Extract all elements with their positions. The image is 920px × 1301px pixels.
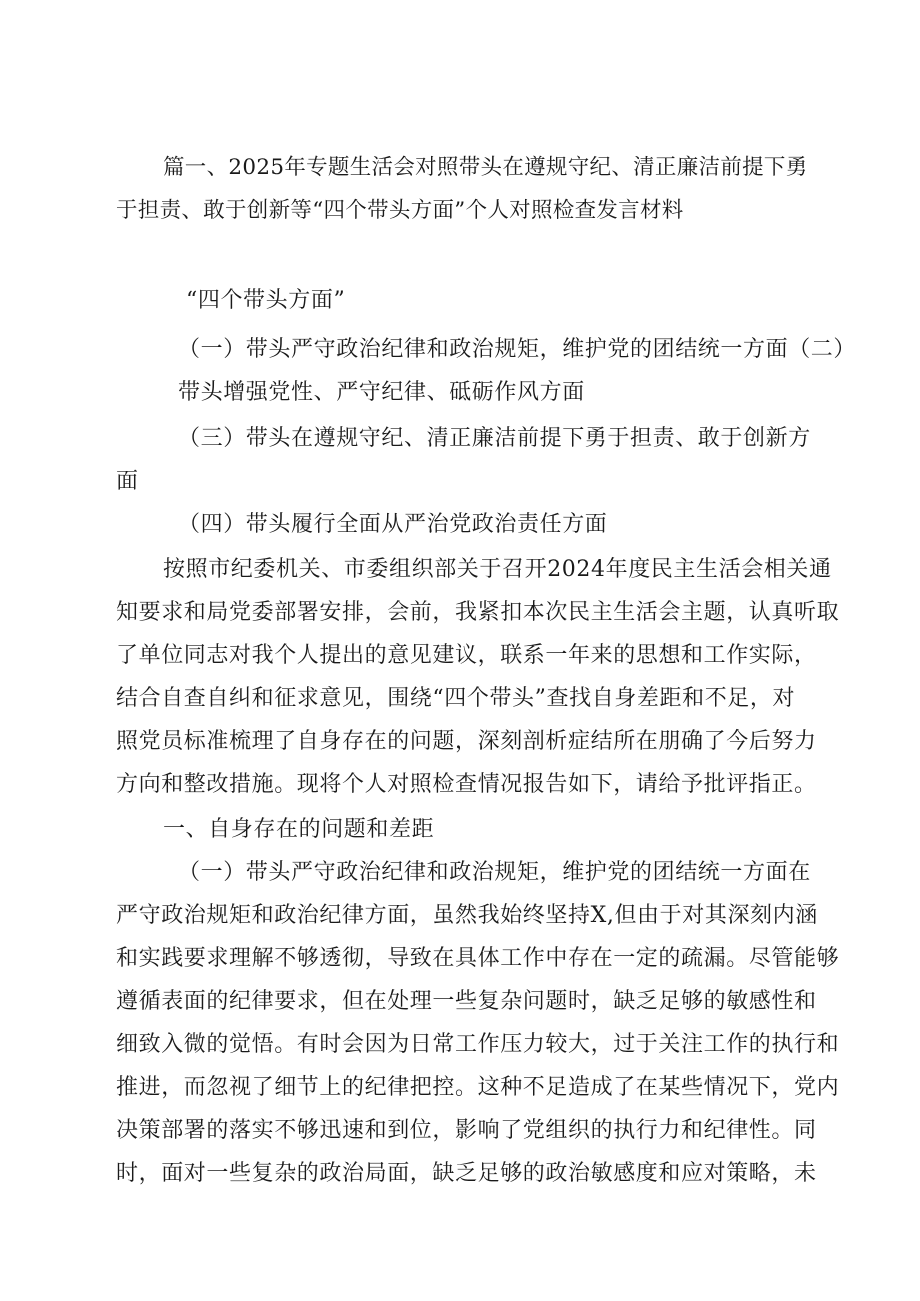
intro-line: 按照市纪委机关、市委组织部关于召开2024年度民主生活会相关通 [163,557,832,582]
intro-line: 知要求和局党委部署安排，会前，我紧扣本次民主生活会主题，认真听取 [116,600,840,625]
outline-item-1-line-1: （一）带头严守政治纪律和政治规矩，维护党的团结统一方面（二） [178,337,857,362]
section-1-line: 推进，而忽视了细节上的纪律把控。这种不足造成了在某些情况下，党内 [116,1075,840,1100]
outline-heading: “四个带头方面” [186,288,346,313]
outline-item-3-line-1: （三）带头在遵规守纪、清正廉洁前提下勇于担责、敢于创新方 [178,426,811,451]
section-1-line: 遵循表面的纪律要求，但在处理一些复杂问题时，缺乏足够的敏感性和 [116,989,817,1014]
section-1-line: 和实践要求理解不够透彻，导致在具体工作中存在一定的疏漏。尽管能够 [116,946,840,971]
intro-line: 了单位同志对我个人提出的意见建议，联系一年来的思想和工作实际， [116,643,817,668]
intro-line: 照党员标准梳理了自身存在的问题，深刻剖析症结所在朋确了今后努力 [116,729,817,754]
intro-line: 结合自查自纠和征求意见，围绕“四个带头”查找自身差距和不足，对 [116,686,796,711]
section-1-line: 细致入微的觉悟。有时会因为日常工作压力较大，过于关注工作的执行和 [116,1032,840,1057]
section-1-heading: 一、自身存在的问题和差距 [163,817,435,842]
section-1-line: 时，面对一些复杂的政治局面，缺乏足够的政治敏感度和应对策略，未 [116,1161,817,1186]
outline-item-1-line-2: 带头增强党性、严守纪律、砥砺作风方面 [178,380,585,405]
outline-item-4: （四）带头履行全面从严治党政治责任方面 [178,512,608,537]
intro-line: 方向和整改措施。现将个人对照检查情况报告如下，请给予批评指正。 [116,772,817,797]
section-1-line: 决策部署的落实不够迅速和到位，影响了党组织的执行力和纪律性。同 [116,1118,817,1143]
outline-item-3-line-2: 面 [116,469,139,494]
section-1-line: 严守政治规矩和政治纪律方面，虽然我始终坚持X,但由于对其深刻内涵 [116,903,818,928]
title-line-2: 于担责、敢于创新等“四个带头方面”个人对照检查发言材料 [116,198,684,223]
title-line-1: 篇一、2025年专题生活会对照带头在遵规守纪、清正廉洁前提下勇 [163,155,808,180]
section-1-line: （一）带头严守政治纪律和政治规矩，维护党的团结统一方面在 [178,860,811,885]
